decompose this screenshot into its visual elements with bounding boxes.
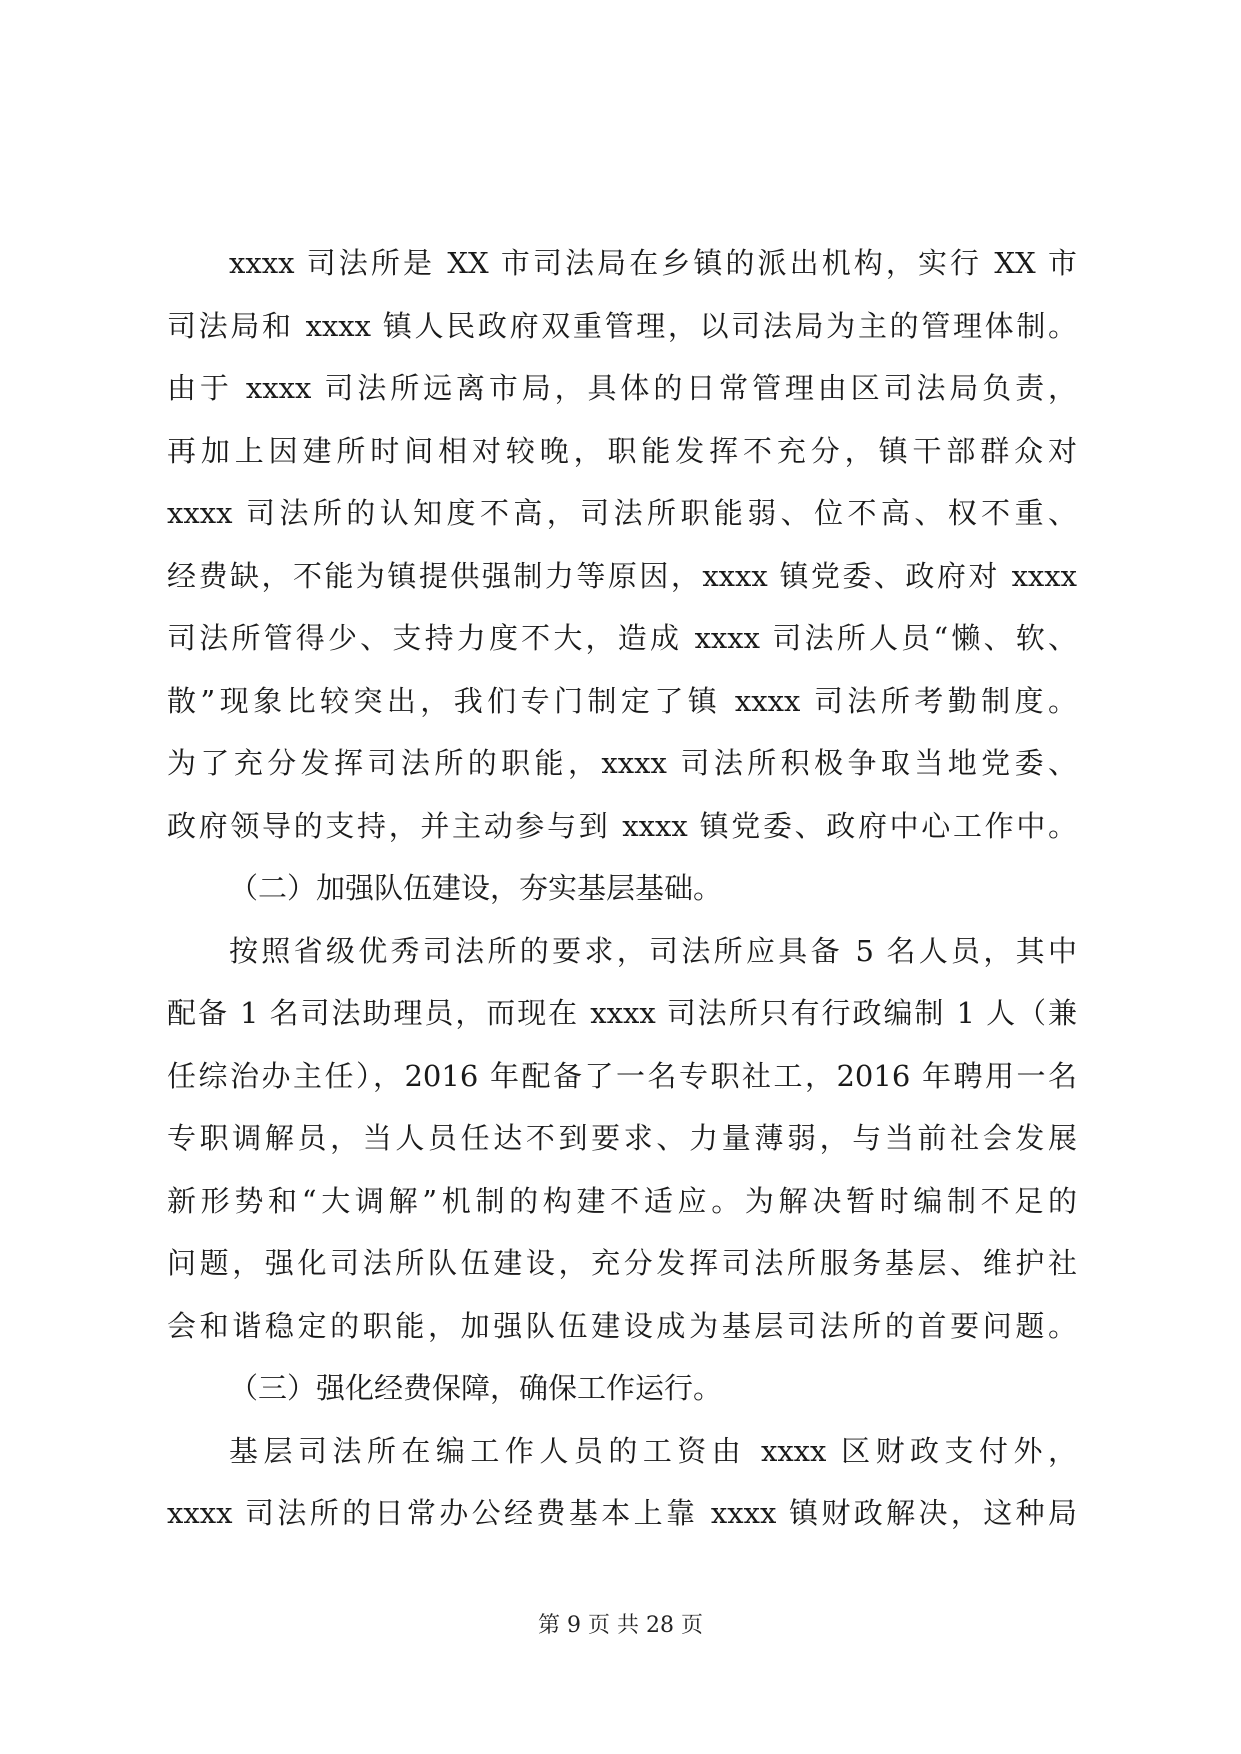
paragraph-line: 问题，强化司法所队伍建设，充分发挥司法所服务基层、维护社 [167, 1246, 1077, 1280]
paragraph-line: xxxx 司法所是 XX 市司法局在乡镇的派出机构，实行 XX 市 [229, 246, 1077, 280]
paragraph-line: 新形势和“大调解”机制的构建不适应。为解决暂时编制不足的 [167, 1183, 1077, 1218]
section-heading: （二）加强队伍建设，夯实基层基础。 [229, 871, 723, 905]
paragraph-line: 任综治办主任），2016 年配备了一名专职社工，2016 年聘用一名 [167, 1058, 1077, 1093]
paragraph-line: 经费缺，不能为镇提供强制力等原因，xxxx 镇党委、政府对 xxxx [167, 558, 1077, 593]
paragraph-line: 司法所管得少、支持力度不大，造成 xxxx 司法所人员“懒、软、 [167, 621, 1077, 655]
paragraph-line: 为了充分发挥司法所的职能，xxxx 司法所积极争取当地党委、 [167, 746, 1077, 780]
page-number: 第 9 页 共 28 页 [538, 1613, 703, 1638]
paragraph-line: 专职调解员，当人员任达不到要求、力量薄弱，与当前社会发展 [167, 1121, 1077, 1155]
page-footer [0, 1608, 1241, 1639]
paragraph-line: xxxx 司法所的认知度不高，司法所职能弱、位不高、权不重、 [167, 496, 1077, 530]
paragraph-line: 配备 1 名司法助理员，而现在 xxxx 司法所只有行政编制 1 人（兼 [167, 996, 1077, 1030]
document-body [167, 232, 1077, 1545]
paragraph-line: 散”现象比较突出，我们专门制定了镇 xxxx 司法所考勤制度。 [167, 683, 1077, 718]
paragraph-line: 司法局和 xxxx 镇人民政府双重管理，以司法局为主的管理体制。 [167, 308, 1077, 343]
paragraph-line: 由于 xxxx 司法所远离市局，具体的日常管理由区司法局负责， [167, 371, 1077, 405]
paragraph-line: 按照省级优秀司法所的要求，司法所应具备 5 名人员，其中 [229, 933, 1077, 968]
section-heading: （三）强化经费保障，确保工作运行。 [229, 1371, 723, 1405]
paragraph-line: 会和谐稳定的职能，加强队伍建设成为基层司法所的首要问题。 [167, 1308, 1077, 1343]
paragraph-line: 基层司法所在编工作人员的工资由 xxxx 区财政支付外， [229, 1433, 1077, 1468]
paragraph-line: 政府领导的支持，并主动参与到 xxxx 镇党委、政府中心工作中。 [167, 808, 1077, 843]
paragraph-line: 再加上因建所时间相对较晚，职能发挥不充分，镇干部群众对 [167, 433, 1077, 468]
paragraph-line: xxxx 司法所的日常办公经费基本上靠 xxxx 镇财政解决，这种局 [167, 1496, 1077, 1530]
